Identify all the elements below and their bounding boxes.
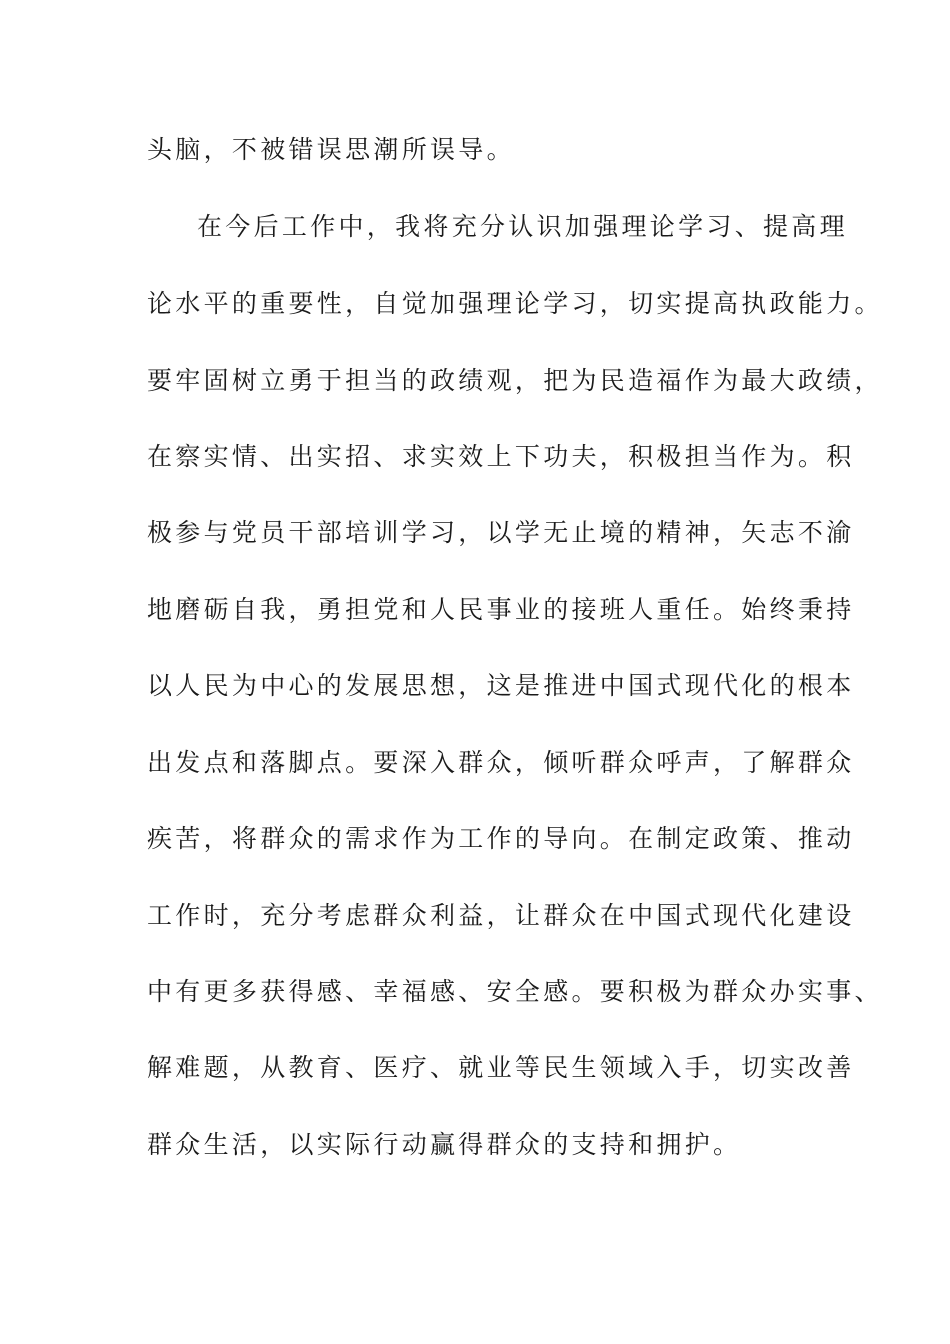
text-line: 论水平的重要性，自觉加强理论学习，切实提高执政能力。: [147, 289, 883, 318]
text-line: 中有更多获得感、幸福感、安全感。要积极为群众办实事、: [147, 977, 883, 1006]
text-line: 地磨砺自我，勇担党和人民事业的接班人重任。始终秉持: [147, 595, 855, 624]
text-line: 工作时，充分考虑群众利益，让群众在中国式现代化建设: [147, 901, 855, 930]
text-line: 出发点和落脚点。要深入群众，倾听群众呼声，了解群众: [147, 748, 855, 777]
text-line: 疾苦，将群众的需求作为工作的导向。在制定政策、推动: [147, 824, 855, 853]
text-line: 头脑，不被错误思潮所误导。: [147, 135, 515, 164]
text-line: 以人民为中心的发展思想，这是推进中国式现代化的根本: [147, 671, 855, 700]
text-line: 极参与党员干部培训学习，以学无止境的精神，矢志不渝: [147, 518, 855, 547]
text-line: 要牢固树立勇于担当的政绩观，把为民造福作为最大政绩，: [147, 366, 883, 395]
text-line: 在察实情、出实招、求实效上下功夫，积极担当作为。积: [147, 442, 855, 471]
text-line: 解难题，从教育、医疗、就业等民生领域入手，切实改善: [147, 1053, 855, 1082]
paragraph-first-line: 在今后工作中，我将充分认识加强理论学习、提高理: [197, 212, 848, 241]
text-line: 群众生活，以实际行动赢得群众的支持和拥护。: [147, 1130, 742, 1159]
